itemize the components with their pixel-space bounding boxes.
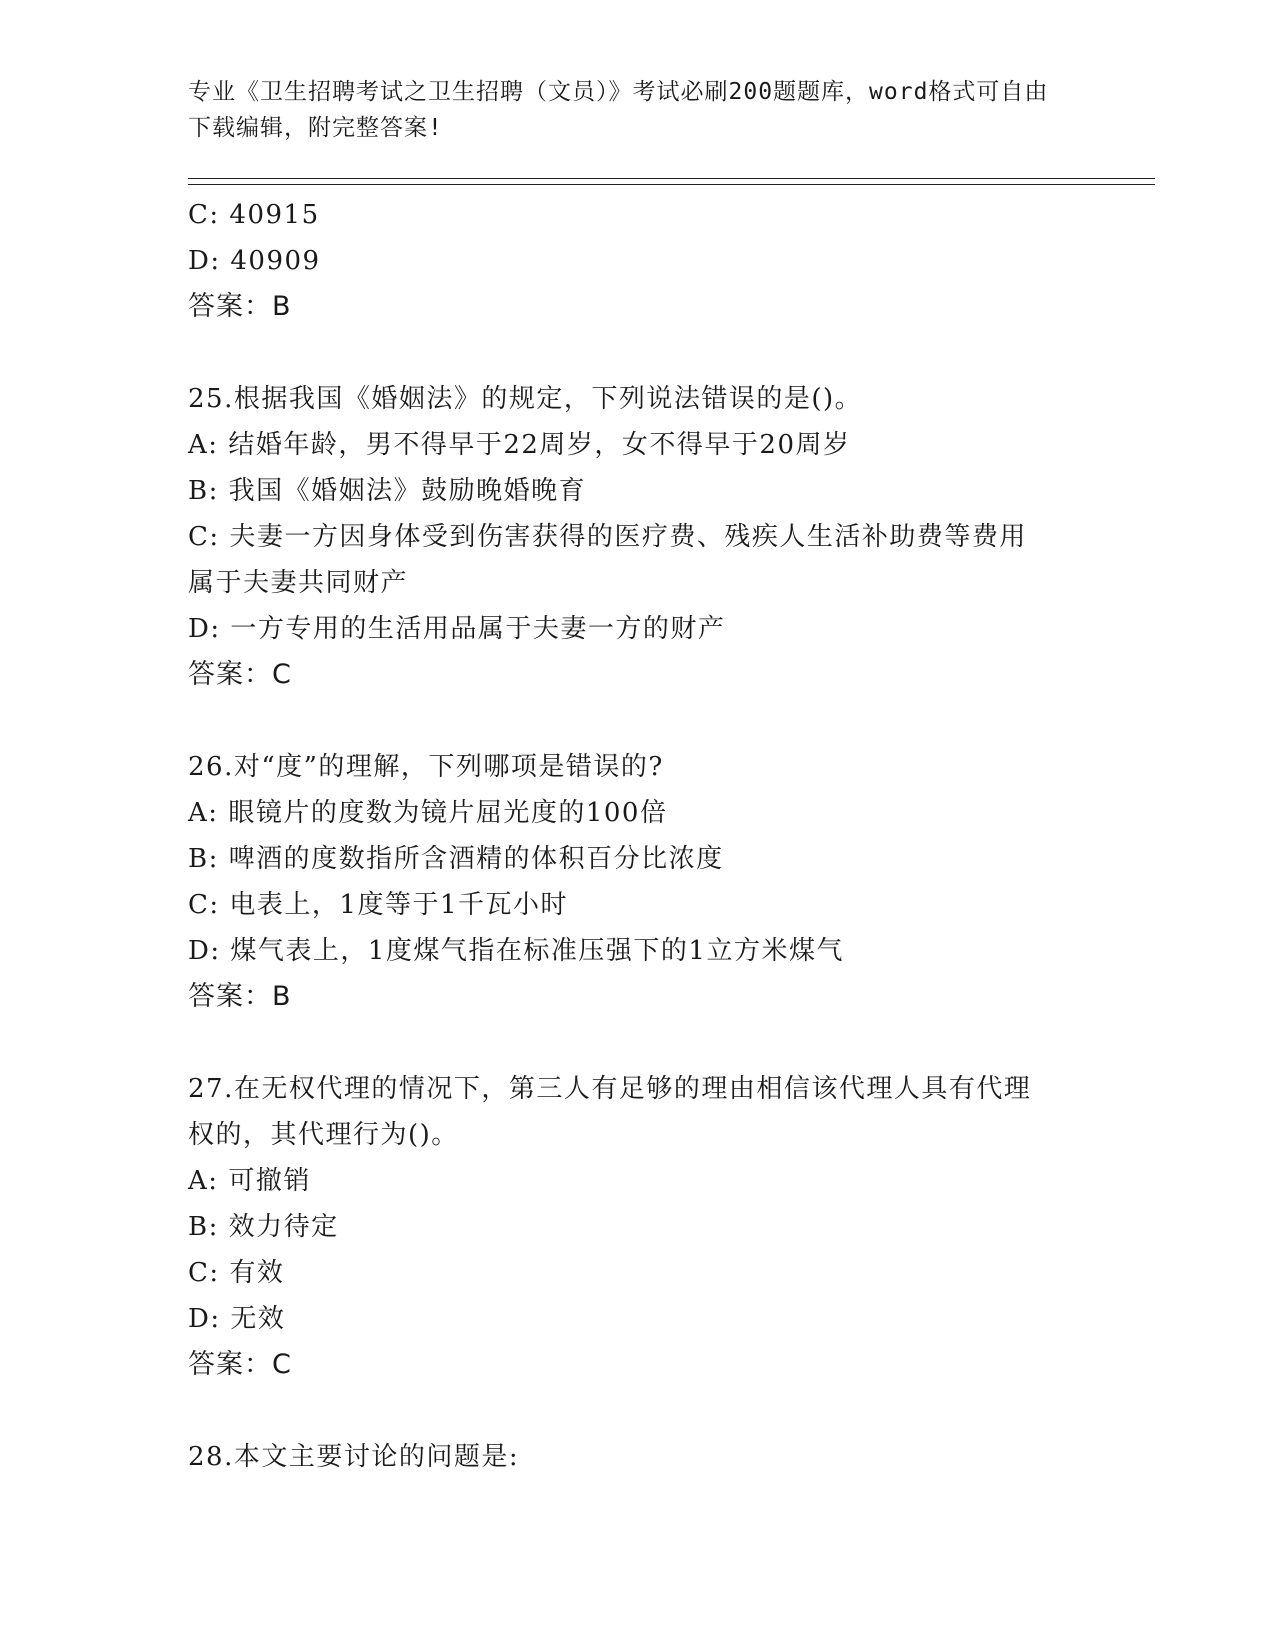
spacer: [188, 330, 1088, 376]
option-c: C: 电表上，1度等于1千瓦小时: [188, 890, 569, 920]
option-c: C: 夫妻一方因身体受到伤害获得的医疗费、残疾人生活补助费等费用属于夫妻共同财产: [188, 522, 1027, 598]
option-b: B: 啤酒的度数指所含酒精的体积百分比浓度: [188, 844, 724, 874]
option-a: A: 结婚年龄，男不得早于22周岁，女不得早于20周岁: [188, 430, 851, 460]
question-stem: 28.本文主要讨论的问题是:: [188, 1442, 520, 1472]
spacer: [188, 698, 1088, 744]
header-rule-top: [188, 178, 1155, 179]
answer-line: 答案：B: [188, 291, 292, 322]
option-d: D: 40909: [188, 246, 321, 276]
option-b: B: 效力待定: [188, 1212, 339, 1242]
document-body: [188, 192, 1088, 1480]
question-27: [188, 1066, 1088, 1388]
option-d: D: 无效: [188, 1304, 286, 1334]
header-rule-bottom: [188, 184, 1155, 185]
option-c: C: 40915: [188, 200, 320, 230]
answer-line: 答案：C: [188, 659, 292, 690]
option-a: A: 眼镜片的度数为镜片屈光度的100倍: [188, 798, 668, 828]
question-26: [188, 744, 1088, 1020]
answer-line: 答案：C: [188, 1349, 292, 1380]
option-d: D: 一方专用的生活用品属于夫妻一方的财产: [188, 614, 726, 644]
answer-line: 答案：B: [188, 981, 292, 1012]
header-text: 专业《卫生招聘考试之卫生招聘（文员）》考试必刷200题题库，word格式可自由下载编辑，附完整答案!: [188, 79, 1049, 141]
option-d: D: 煤气表上，1度煤气指在标准压强下的1立方米煤气: [188, 936, 844, 966]
option-c: C: 有效: [188, 1258, 285, 1288]
spacer: [188, 1388, 1088, 1434]
question-28: [188, 1434, 1088, 1480]
option-a: A: 可撤销: [188, 1166, 311, 1196]
question-stem: 25.根据我国《婚姻法》的规定，下列说法错误的是()。: [188, 384, 863, 414]
page-header: [188, 74, 1068, 146]
question-24-continued: [188, 192, 1088, 330]
question-stem: 27.在无权代理的情况下，第三人有足够的理由相信该代理人具有代理权的，其代理行为()。: [188, 1074, 1032, 1150]
spacer: [188, 1020, 1088, 1066]
question-stem: 26.对“度”的理解，下列哪项是错误的?: [188, 752, 664, 782]
option-b: B: 我国《婚姻法》鼓励晚婚晚育: [188, 476, 587, 506]
question-25: [188, 376, 1088, 698]
